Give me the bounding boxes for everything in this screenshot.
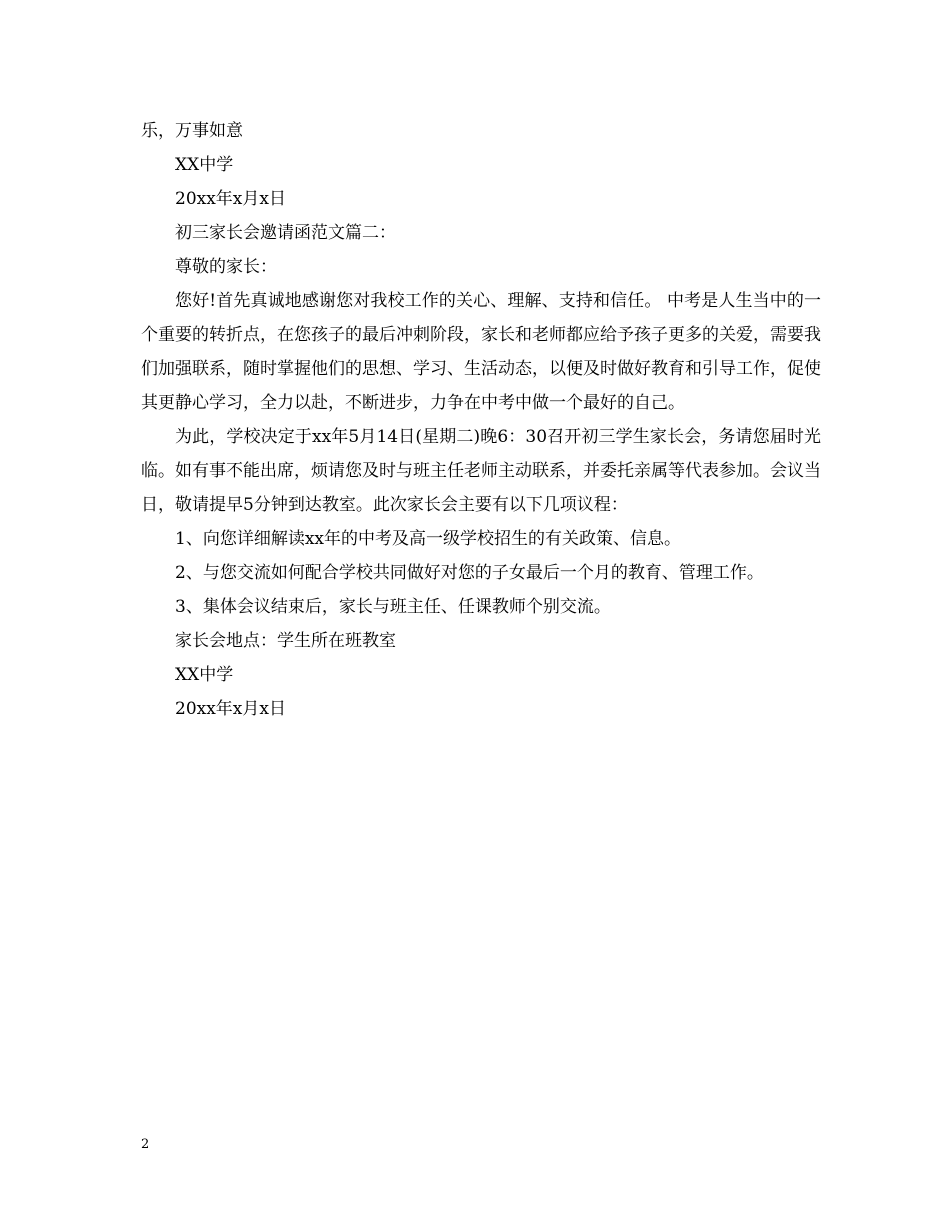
agenda-item: 2、与您交流如何配合学校共同做好对您的子女最后一个月的教育、管理工作。 (175, 563, 764, 583)
page-number: 2 (141, 1137, 150, 1152)
date-line: 20xx年x月x日 (175, 699, 286, 719)
salutation-line: 尊敬的家长： (175, 257, 277, 277)
meeting-paragraph: 为此，学校决定于xx年5月14日(星期二)晚6：30召开初三学生家长会，务请您届时光临。如有事不能出席，烦请您及时与班主任老师主动联系，并委托亲属等代表参加。会议当日，敬请提早5分钟到达教室。此次家长会主要有以下几项议程： (141, 427, 821, 515)
agenda-item: 3、集体会议结束后，家长与班主任、任课教师个别交流。 (175, 597, 611, 617)
section-heading: 初三家长会邀请函范文篇二： (175, 223, 396, 243)
school-name-line: XX中学 (175, 665, 234, 685)
closing-wish-line: 乐，万事如意 (141, 121, 243, 141)
school-name-line: XX中学 (175, 155, 234, 175)
agenda-item: 1、向您详细解读xx年的中考及高一级学校招生的有关政策、信息。 (175, 529, 681, 549)
intro-paragraph: 您好!首先真诚地感谢您对我校工作的关心、理解、支持和信任。 中考是人生当中的一个重要的转折点，在您孩子的最后冲刺阶段，家长和老师都应给予孩子更多的关爱，需要我们加强联系，随时掌握他们的思想、学习、生活动态，以便及时做好教育和引导工作，促使其更静心学习，全力以赴，不断进步，力争在中考中做一个最好的自己。 (141, 291, 821, 413)
meeting-location: 家长会地点：学生所在班教室 (175, 631, 396, 651)
date-line: 20xx年x月x日 (175, 189, 286, 209)
document-body (141, 114, 821, 726)
